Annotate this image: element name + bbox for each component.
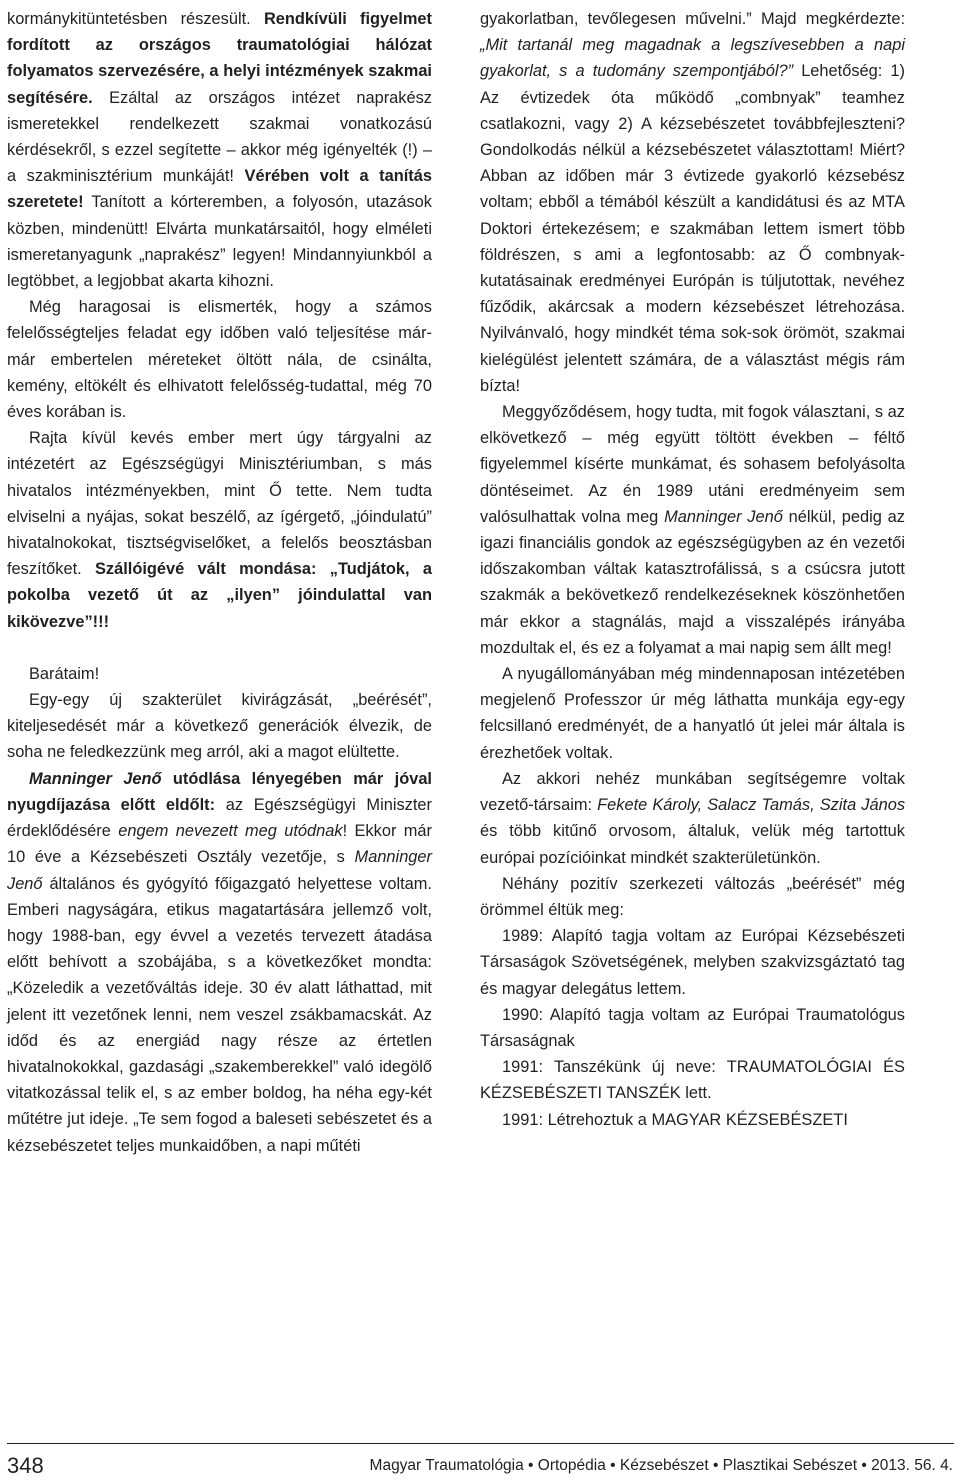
journal-citation: Magyar Traumatológia • Ortopédia • Kézsebészet • Plasztikai Sebészet • 2013. 56. 4. bbox=[369, 1457, 953, 1474]
text-run: Néhány pozitív szerkezeti változás „beérését” még örömmel éltük meg: bbox=[480, 874, 905, 919]
paragraph bbox=[7, 661, 432, 687]
text-run: Manninger Jenő bbox=[29, 769, 162, 788]
paragraph bbox=[480, 661, 905, 766]
text-run: kormánykitüntetésben részesült. bbox=[7, 10, 264, 28]
paragraph bbox=[480, 923, 905, 1002]
text-run: az Egészségügyi Miniszter érdeklődésére bbox=[7, 795, 432, 841]
paragraph bbox=[7, 766, 432, 1159]
paragraph bbox=[7, 425, 432, 635]
text-run: Még haragosai is elismerték, hogy a számos felelősségteljes feladat egy időben való teljesítése már-már embertelen méreteket öltött nála, de csinálta, kemény, eltökélt és elhivatott felelősség-tudattal, még 70 éves korában is. bbox=[7, 298, 432, 422]
text-run: nélkül, pedig az igazi financiális gondok az egészségügyben az én vezetői időszakomban váltak katasztrofálissá, s a csúcsra jutott szakmák a bekövetkező rendelkezéseknek köszönhetően már ekkor a stagnálás, majd a visszalépés irányába mozdultak el, és ez a folyamat a mai napig sem állt meg! bbox=[480, 507, 905, 657]
text-run: gyakorlatban, tevőlegesen művelni.” Majd megkérdezte: bbox=[480, 10, 905, 28]
text-run: utódlása lényegében már jóval nyugdíjazása előtt eldőlt: bbox=[7, 769, 432, 814]
text-run: Lehetőség: 1) Az évtizedek óta működő „combnyak” teamhez csatlakozni, vagy 2) A kézsebészetet továbbfejleszteni? Gondolkodás nélkül a kézsebészetet választottam! Miért? Abban az időben már 3 évtizede gyakorló kézsebész voltam; ebből a témából készült a kandidátusi és az MTA Doktori értekezésem; e szakmában lettem ismert több földrészen, s ami a legfontosabb: az Ő combnyak-kutatásainak eredményei Európán is túljutottak, nevéhez fűződik, akárcsak a modern kézsebészet létrehozása. Nyilvánvaló, hogy mindkét téma sok-sok örömöt, szakmai kielégülést jelentett számára, de a választást mégis rám bízta! bbox=[480, 62, 905, 395]
paragraph bbox=[480, 766, 905, 871]
text-run: Meggyőződésem, hogy tudta, mit fogok választani, s az elkövetkező – még együtt töltött években – féltő figyelemmel kísérte munkámat, és sohasem befolyásolta döntéseimet. Az én 1989 utáni eredményeim sem valósulhattak volna meg bbox=[480, 403, 905, 526]
text-run: 1990: Alapító tagja voltam az Európai Traumatológus Társaságnak bbox=[480, 1005, 905, 1050]
footer-rule bbox=[7, 1443, 954, 1444]
paragraph-spacer bbox=[7, 635, 432, 661]
paragraph bbox=[480, 1107, 905, 1133]
text-run: Vérében volt a tanítás szeretete! bbox=[7, 167, 432, 212]
paragraph bbox=[480, 871, 905, 923]
paragraph bbox=[7, 294, 432, 425]
right-text-column bbox=[480, 6, 905, 1133]
text-run: Barátaim! bbox=[29, 664, 100, 683]
paragraph bbox=[480, 399, 905, 661]
text-run: Szállóigévé vált mondása: „Tudjátok, a pokolba vezető út az „ilyen” jóindulattal van kikövezve”!!! bbox=[7, 560, 432, 631]
left-text-column bbox=[7, 6, 432, 1159]
text-run: A nyugállományában még mindennaposan intézetében megjelenő Professzor úr még láthatta munkája egy-egy felcsillanó eredményét, de a hanyatló út jelei már általa is érezhetőek voltak. bbox=[480, 665, 905, 762]
text-run: és több kitűnő orvosom, általuk, velük még tartottuk európai pozícióinkat mindkét szakterületünkön. bbox=[480, 822, 905, 867]
text-run: 1991: Létrehoztuk a MAGYAR KÉZSEBÉSZETI bbox=[502, 1110, 848, 1129]
text-run: „Mit tartanál meg magadnak a legszívesebben a napi gyakorlat, s a tudomány szempontjából?” bbox=[480, 36, 905, 81]
text-run: engem nevezett meg utódnak bbox=[118, 822, 343, 841]
text-run: Egy-egy új szakterület kivirágzását, „beérését”, kiteljesedését már a következő generációk élvezik, de soha ne feledkezzünk meg arról, aki a magot elültette. bbox=[7, 691, 432, 762]
paragraph bbox=[7, 687, 432, 766]
text-run: 1989: Alapító tagja voltam az Európai Kézsebészeti Társaságok Szövetségének, melyben szakvizsgáztató tag és magyar delegátus lettem. bbox=[480, 927, 905, 998]
text-run: Rendkívüli figyelmet fordított az országos traumatológiai hálózat folyamatos szervezésére, a helyi intézmények szakmai segítésére. bbox=[7, 10, 432, 107]
text-run: Az akkori nehéz munkában segítségemre voltak vezető-társaim: bbox=[480, 769, 905, 815]
paragraph bbox=[480, 6, 905, 399]
text-run: általános és gyógyító főigazgató helyettese voltam. Emberi nagyságára, etikus magatartására jellemző volt, hogy 1988-ban, egy évvel a vezetés tervezett átadása előtt behívott a szobájába, s a következőket mondta: „Közeledik a vezetőváltás ideje. 30 év alatt láthattad, mit jelent itt vezetőnek lenni, nem veszel zsákbamacskát. Az időd és az energiád nagy része az értetlen hivatalnokokkal, gazdasági „szakemberekkel” való idegölő vitatkozással telik el, s az ember boldog, ha néha egy-két műtétre jut ideje. „Te sem fogod a baleseti sebészetet és a kézsebészetet teljes munkaidőben, a napi műtéti bbox=[7, 874, 432, 1155]
page-footer bbox=[0, 1443, 960, 1482]
text-run: Manninger Jenő bbox=[664, 507, 783, 526]
paragraph bbox=[480, 1054, 905, 1106]
text-run: 1991: Tanszékünk új neve: TRAUMATOLÓGIAI ÉS KÉZSEBÉSZETI TANSZÉK lett. bbox=[480, 1058, 905, 1103]
paragraph bbox=[480, 1002, 905, 1054]
paragraph bbox=[7, 6, 432, 294]
text-run: Rajta kívül kevés ember mert úgy tárgyalni az intézetért az Egészségügyi Minisztériumban, s más hivatalos intézményekben, mint Ő tette. Nem tudta elviselni a nyájas, sokat beszélő, az ígérgető, „jóindulatú” hivatalnokokat, tisztségviselőket, a felelős beosztásban feszítőket. bbox=[7, 429, 432, 579]
text-run: Tanított a kórteremben, a folyosón, utazások közben, mindenütt! Elvárta munkatársaitól, hogy elméleti ismeretanyagunk „naprakész” legyen! Mindannyiunkból a legtöbbet, a legjobbat akarta kihozni. bbox=[7, 193, 432, 291]
page-number: 348 bbox=[7, 1453, 44, 1478]
text-run: Manninger Jenő bbox=[7, 848, 432, 893]
text-run: Ezáltal az országos intézet naprakész ismeretekkel rendelkezett szakmai vonatkozású kérdésekről, s ezzel segítette – akkor még igényelték (!) – a szakminisztérium munkáját! bbox=[7, 88, 432, 186]
text-run: ! Ekkor már 10 éve a Kézsebészeti Osztály vezetője, s bbox=[7, 822, 432, 867]
text-run: Fekete Károly, Salacz Tamás, Szita János bbox=[597, 796, 906, 815]
